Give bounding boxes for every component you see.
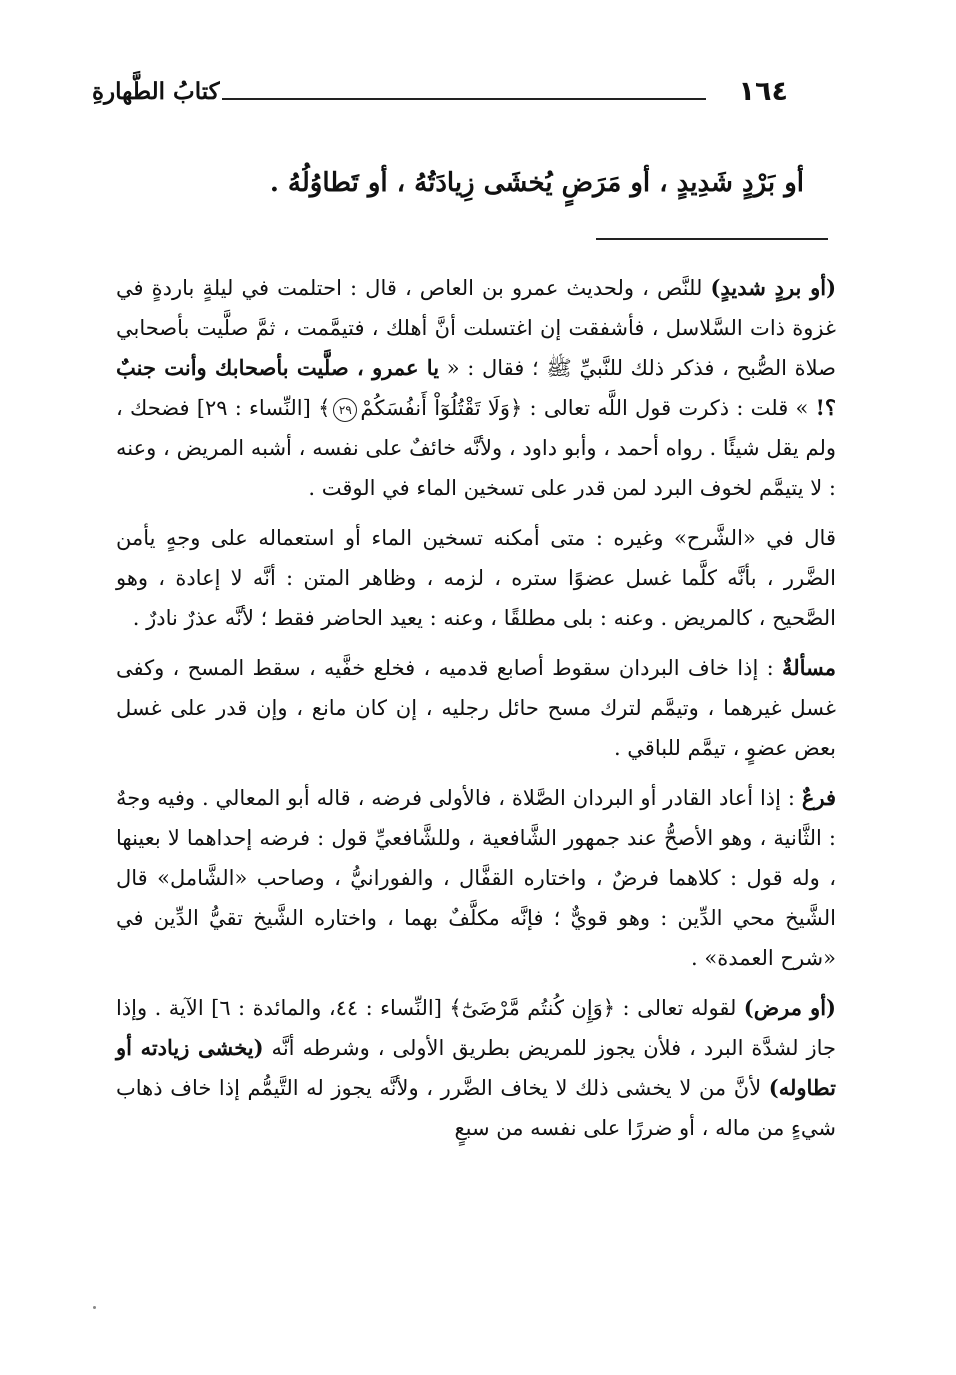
matn-quote: (يخشى زيادته أو تطاوله) [116, 1035, 836, 1100]
ayah-number-marker: ٢٩ [333, 398, 357, 422]
paragraph-text: : إذا خاف البردان سقوط أصابع قدميه ، فخلع خفَّيه ، سقط المسح ، وكفى غسل غيرهما ، وتيمَّم لترك مسح حائل رجليه ، إن كان مانع ، وإن قدر على غسل بعض عضوٍ ، تيمَّم للباقي . [116, 656, 836, 760]
paragraph-text: للنَّص ، ولحديث عمرو بن العاص ، قال : احتلمت في ليلةٍ باردةٍ في غزوة ذات السَّلاسل ، فأشفقت إن اغتسلت أنَّ أهلك ، فتيمَّمت ، ثمَّ صلَّيت بأصحابي صلاة الصُّبح ، فذكر ذلك للنَّبيِّ ﷺ ؛ فقال : « [116, 276, 836, 380]
page-header [92, 72, 788, 116]
commentary-paragraph-5 [116, 988, 836, 1148]
page-number: ١٦٤ [738, 76, 788, 107]
paragraph-text: لقوله تعالى : ﴿وَإِن كُنتُم مَّرْضَىٰٓ﴾ [النِّساء : ٤٤، والمائدة : ٦] الآية . وإذا جاز لشدَّة البرد ، فلأن يجوز للمريض بطريق الأولى ، وشرطه أنَّه [116, 996, 837, 1060]
paragraph-lead: مسألةٌ [781, 655, 836, 680]
commentary-body [116, 268, 836, 1158]
scan-speck [93, 1306, 96, 1309]
paragraph-text: ﴾ [النِّساء : ٢٩] فضحك ، ولم يقل شيئًا . رواه أحمد ، وأبو داود ، ولأنَّه خائفٌ على نفسه ، أشبه المريض ، وعنه : لا يتيمَّم لخوف البرد لمن قدر على تسخين الماء في الوقت . [116, 396, 836, 500]
paragraph-lead: (أو بردٍ شديدٍ) [710, 275, 836, 300]
commentary-paragraph-4 [116, 778, 836, 978]
paragraph-lead: فرعٌ [801, 785, 836, 810]
matn-separator-rule [596, 238, 828, 240]
header-rule [222, 98, 706, 100]
paragraph-text: لأنَّ من لا يخشى ذلك لا يخاف الضَّرر ، ولأنَّه يجوز له التَّيمُّم إذا خاف ذهاب شيءٍ من ماله ، أو ضررًا على نفسه من سبعٍ [116, 1076, 836, 1140]
paragraph-text: : إذا أعاد القادر أو البردان الصَّلاة ، فالأولى فرضه ، قاله أبو المعالي . وفيه وجهٌ : الثَّانية ، وهو الأصحُّ عند جمهور الشَّافعية ، وللشَّافعيِّ قول : فرضه إحداهما لا بعينها ، وله قول : كلاهما فرضٌ ، واختاره القفَّال ، والفورانيُّ ، وصاحب «الشَّامل» قال الشَّيخ محي الدِّين : وهو قويٌّ ؛ فإنَّه مكلَّفٌ بهما ، واختاره الشَّيخ تقيُّ الدِّين في «شرح العمدة» . [116, 786, 836, 970]
paragraph-text: قال في «الشَّرح» وغيره : متى أمكنه تسخين الماء أو استعماله على وجهٍ يأمن الضَّرر ، بأنَّه كلَّما غسل عضوًا ستره ، لزمه ، وظاهر المتن : أنَّه لا إعادة ، وهو الصَّحيح ، كالمريض . وعنه : بلى مطلقًا ، وعنه : يعيد الحاضر فقط ؛ لأنَّه عذرٌ نادرٌ . [116, 526, 836, 630]
paragraph-lead: (أو مرض) [743, 995, 836, 1020]
paragraph-text: » قلت : ذكرت قول اللَّه تعالى : ﴿وَلَا تَقْتُلُوٓاْ أَنفُسَكُمْ [360, 396, 816, 420]
hadith-quote: يا عمرو ، صلَّيت بأصحابك وأنت جنبٌ ؟! [116, 355, 836, 420]
commentary-paragraph-2 [116, 518, 836, 638]
running-title: كتابُ الطَّهارةِ [92, 78, 220, 105]
commentary-paragraph-1 [116, 268, 836, 508]
matn-text: أو بَرْدٍ شَدِيدٍ ، أو مَرَضٍ يُخشَى زِيادَتُهُ ، أو تَطاوُلُهُ . [269, 168, 804, 198]
commentary-paragraph-3 [116, 648, 836, 768]
